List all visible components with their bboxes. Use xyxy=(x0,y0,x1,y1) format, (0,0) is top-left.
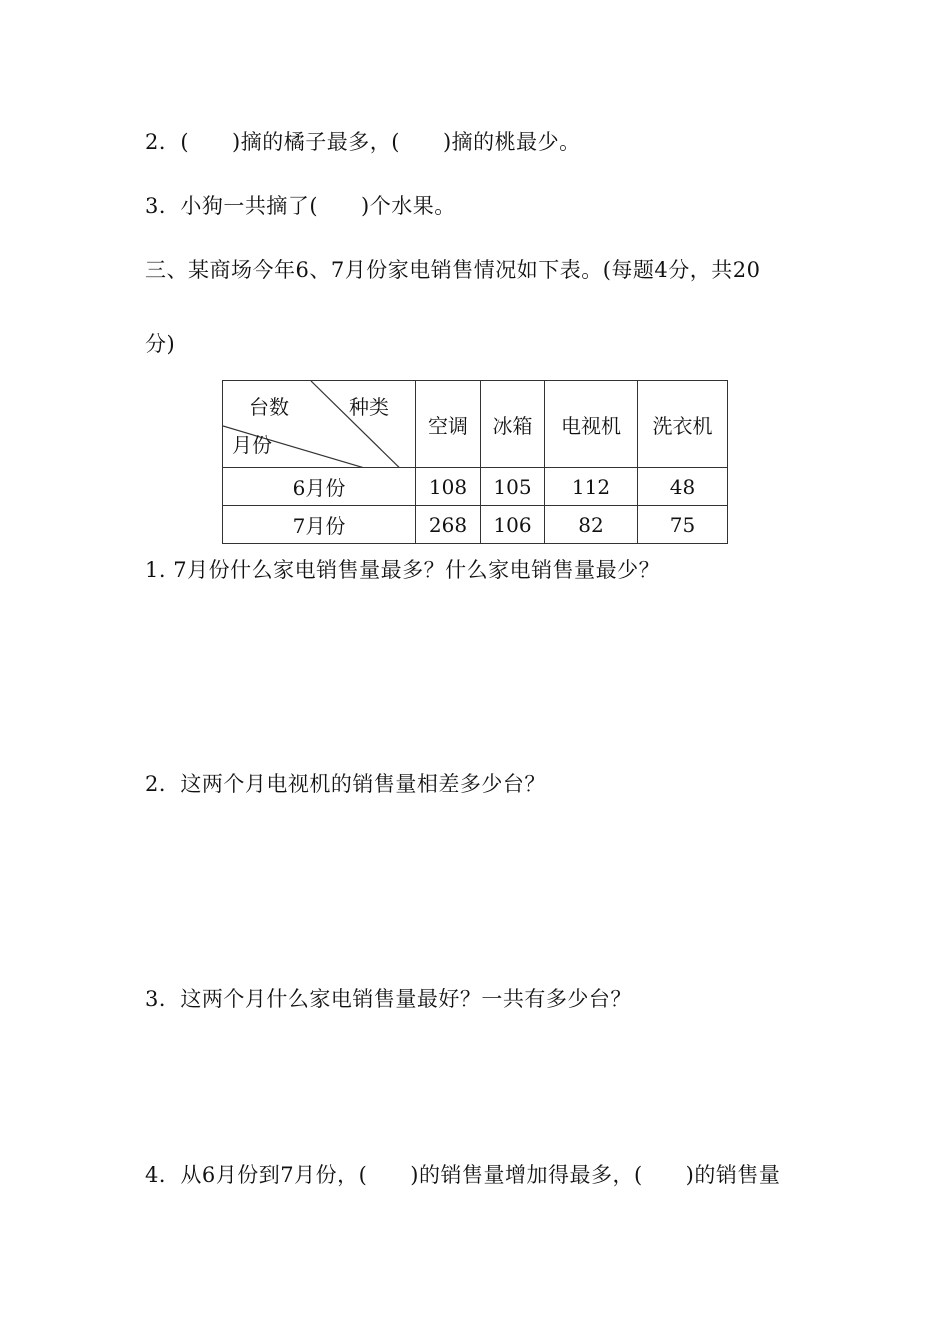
table-row xyxy=(223,506,728,544)
question-2-line: 2．( )摘的橘子最多，( )摘的桃最少。 xyxy=(145,130,581,154)
sales-table xyxy=(222,380,728,544)
sub-question-3: 3．这两个月什么家电销售量最好？一共有多少台？ xyxy=(145,987,632,1011)
table-cell: 108 xyxy=(416,468,481,506)
sub-question-2: 2．这两个月电视机的销售量相差多少台？ xyxy=(145,772,546,796)
table-cell: 75 xyxy=(638,506,728,544)
table-cell: 106 xyxy=(481,506,545,544)
section-three-heading: 三、某商场今年6、7月份家电销售情况如下表。(每题4分，共20 xyxy=(145,258,761,282)
table-cell: 105 xyxy=(481,468,545,506)
corner-label-count: 台数 xyxy=(249,395,289,419)
table-cell: 268 xyxy=(416,506,481,544)
table-header-row xyxy=(223,381,728,468)
table-cell: 112 xyxy=(545,468,638,506)
table-cell: 82 xyxy=(545,506,638,544)
row-month-label: 6月份 xyxy=(223,468,416,506)
table-row xyxy=(223,468,728,506)
row-month-label: 7月份 xyxy=(223,506,416,544)
corner-label-type: 种类 xyxy=(349,395,389,419)
sub-question-4: 4．从6月份到7月份，( )的销售量增加得最多，( )的销售量 xyxy=(145,1163,781,1187)
sub-question-1: 1. 7月份什么家电销售量最多？什么家电销售量最少？ xyxy=(145,558,661,582)
column-header: 电视机 xyxy=(545,381,638,468)
column-header: 洗衣机 xyxy=(638,381,728,468)
corner-header-cell xyxy=(223,381,416,468)
column-header: 空调 xyxy=(416,381,481,468)
question-3-line: 3．小狗一共摘了( )个水果。 xyxy=(145,194,456,218)
section-three-heading-continued: 分) xyxy=(145,332,176,356)
table-cell: 48 xyxy=(638,468,728,506)
column-header: 冰箱 xyxy=(481,381,545,468)
corner-label-month: 月份 xyxy=(232,433,272,457)
